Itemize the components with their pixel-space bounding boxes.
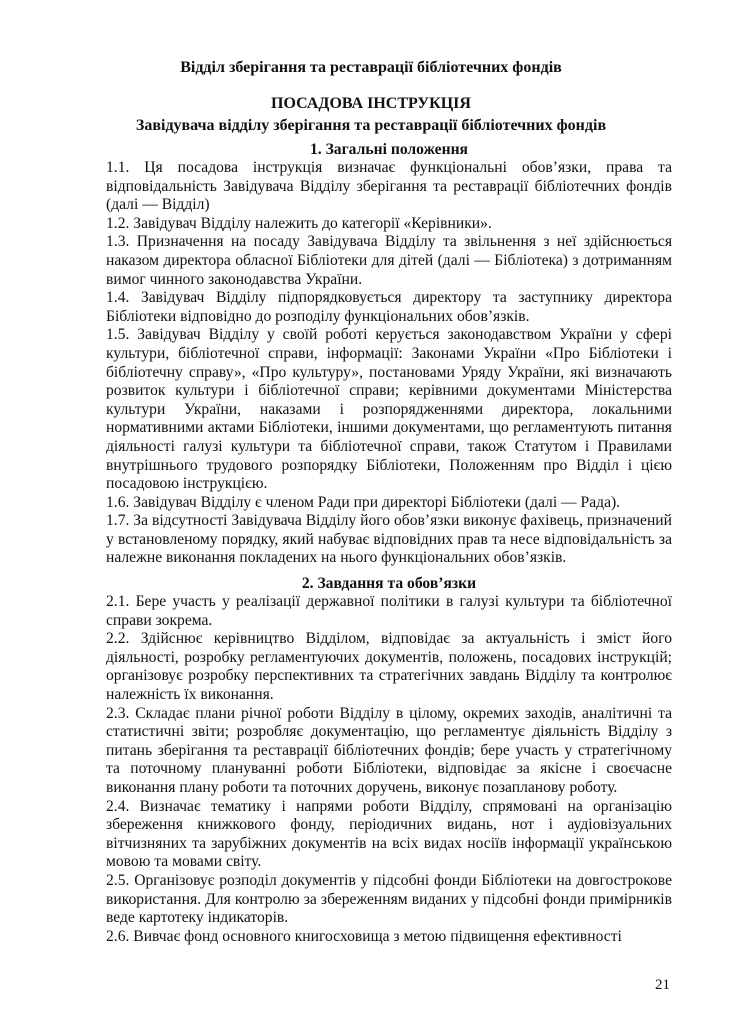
paragraph-1-2: 1.2. Завідувач Відділу належить до категорії «Керівники». — [106, 214, 492, 232]
paragraph-2-3: 2.3. Складає плани річної роботи Відділу в цілому, окремих заходів, аналітичні та статистичні звіти; розробляє документацію, що регламентує діяльність Відділу з питань зберігання та реставрації бібліотечних фондів; бере участь у стратегічному та поточному плануванні роботи Бібліотеки, відповідає за якісне і своєчасне виконання плану роботи та поточних доручень, виконує позапланову роботу. — [106, 704, 672, 796]
paragraph-1-6: 1.6. Завідувач Відділу є членом Ради при директорі Бібліотеки (далі — Рада). — [106, 493, 621, 511]
paragraph-1-1: 1.1. Ця посадова інструкція визначає функціональні обов’язки, права та відповідальність Завідувача Відділу зберігання та реставрації бібліотечних фондів (далі — Відділ) — [106, 159, 672, 214]
paragraph-1-3: 1.3. Призначення на посаду Завідувача Відділу та звільнення з неї здійснюється наказом директора обласної Бібліотеки для дітей (далі — Бібліотека) з дотриманням вимог чинного законодавства України. — [106, 233, 672, 288]
document-body — [106, 140, 672, 946]
document-subtitle: Завідувача відділу зберігання та реставрації бібліотечних фондів — [135, 117, 607, 134]
paragraph-1-4: 1.4. Завідувач Відділу підпорядковується директору та заступнику директора Бібліотеки відповідно до розподілу функціональних обов’язків. — [106, 289, 672, 325]
paragraph-2-5: 2.5. Організовує розподіл документів у підсобні фонди Бібліотеки на довгострокове використання. Для контролю за збереженням виданих у підсобні фонди примірників веде картотеку індикаторів. — [106, 871, 672, 927]
paragraph-2-6: 2.6. Вивчає фонд основного книгосховища з метою підвищення ефективності — [106, 927, 622, 945]
paragraph-1-7: 1.7. За відсутності Завідувача Відділу його обов’язки виконує фахівець, призначений у встановленому порядку, який набуває відповідних прав та несе відповідальність за належне виконання покладених на нього функціональних обов’язків. — [106, 512, 672, 567]
section-heading-general: 1. Загальні положення — [309, 141, 468, 158]
document-title: ПОСАДОВА ІНСТРУКЦІЯ — [271, 95, 471, 112]
section-heading-tasks: 2. Завдання та обов’язки — [301, 575, 477, 593]
paragraph-2-1: 2.1. Бере участь у реалізації державної політики в галузі культури та бібліотечної справи зокрема. — [106, 593, 672, 629]
page-number: 21 — [655, 977, 670, 993]
department-header: Відділ зберігання та реставрації бібліотечних фондів — [180, 59, 562, 76]
paragraph-2-4: 2.4. Визначає тематику і напрями роботи Відділу, спрямовані на організацію збереження книжкового фонду, періодичних видань, нот і аудіовізуальних вітчизняних та зарубіжних документів на всіх видах носіїв інформації українською мовою та мовами світу. — [106, 797, 672, 871]
paragraph-2-2: 2.2. Здійснює керівництво Відділом, відповідає за актуальність і зміст його діяльності, розробку регламентуючих документів, положень, посадових інструкцій; організовує розробку перспективних та стратегічних завдань Відділу та контролює належність їх виконання. — [106, 630, 672, 704]
paragraph-1-5: 1.5. Завідувач Відділу у своїй роботі керується законодавством України у сфері культури, бібліотечної справи, інформації: Законами України «Про Бібліотеки і бібліотечну справу», «Про культуру», постановами Уряду України, які визначають розвиток культури і бібліотечної справи; керівними документами Міністерства культури України, наказами і розпорядженнями директора, локальними нормативними актами Бібліотеки, іншими документами, що регламентують питання діяльності галузі культури та бібліотечної справи, також Статутом і Правилами внутрішнього трудового розпорядку Бібліотеки, Положенням про Відділ і цією посадовою інструкцією. — [106, 326, 672, 493]
